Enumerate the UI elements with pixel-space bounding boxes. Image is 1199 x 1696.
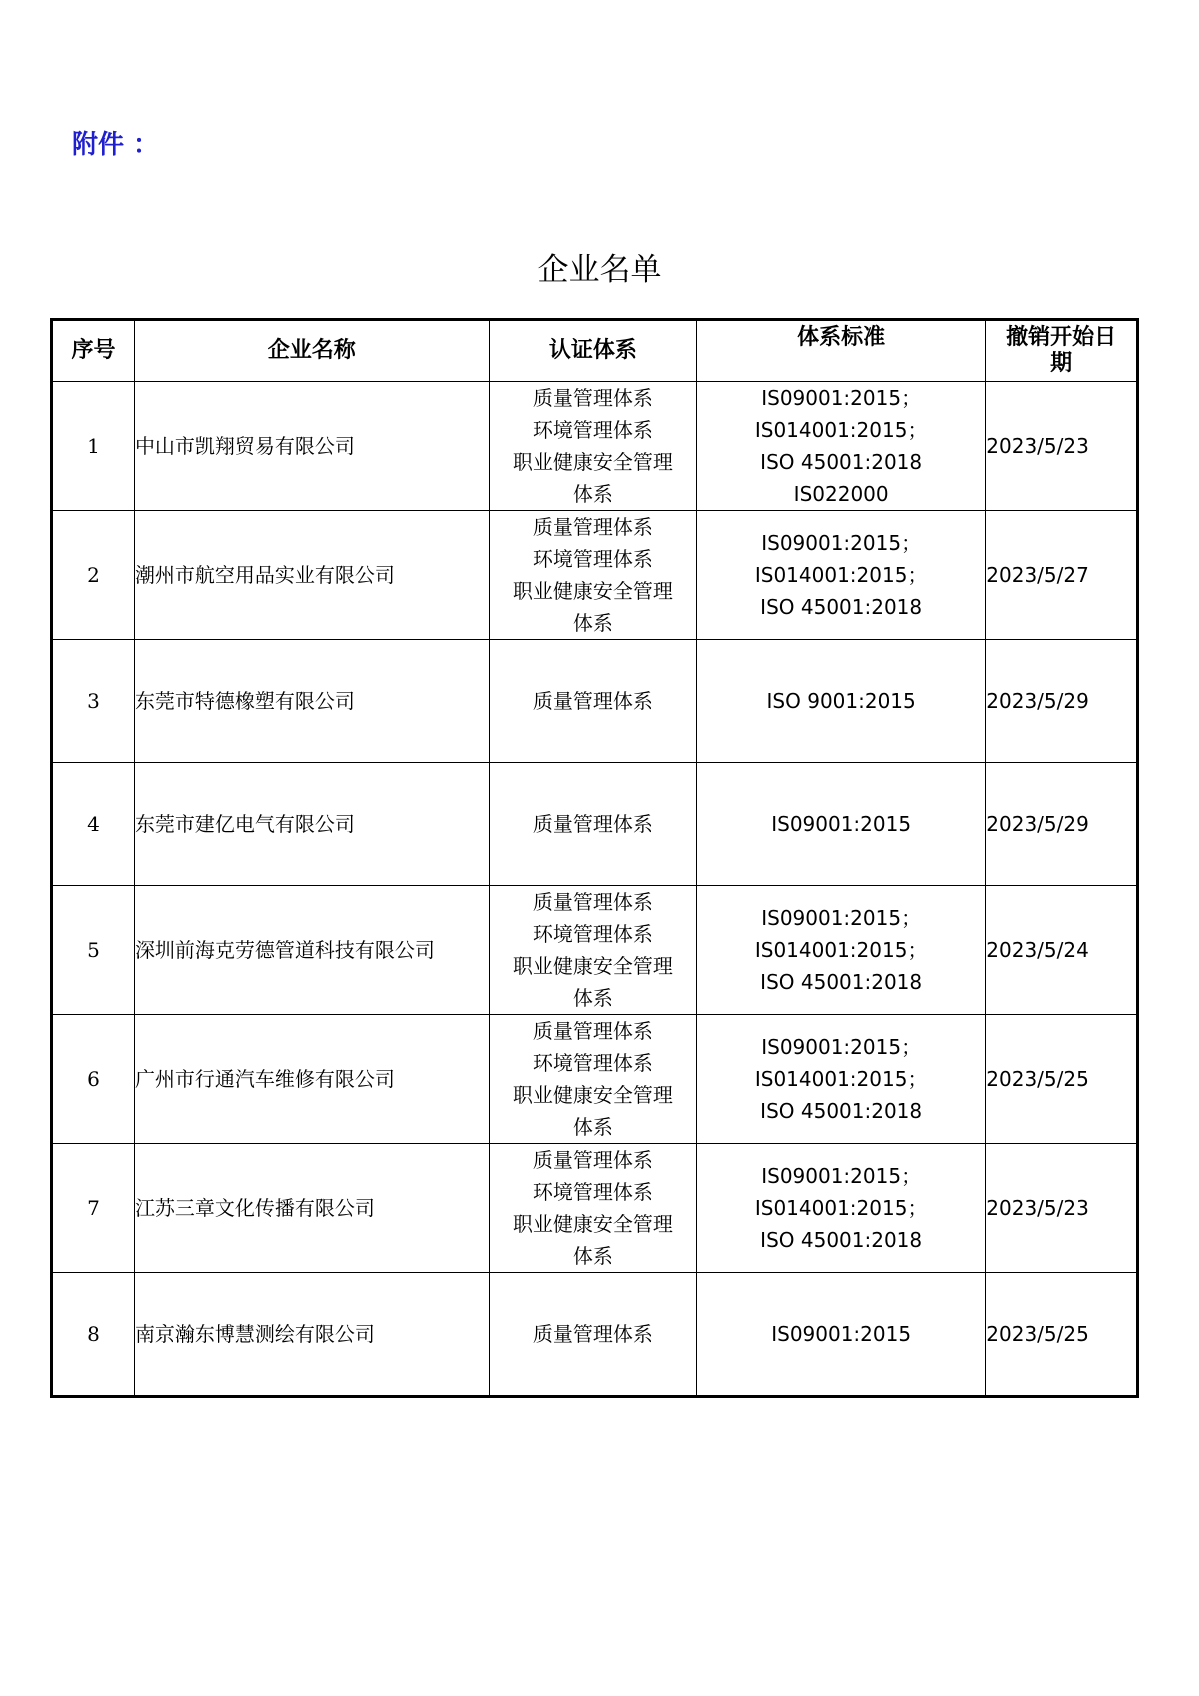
row-certification-systems (489, 1144, 696, 1273)
system-line: 职业健康安全管理 (512, 954, 673, 978)
table-row (52, 763, 1138, 886)
row-system-standards (697, 382, 986, 511)
row-certification-systems (489, 640, 696, 763)
row-seq: 5 (52, 886, 135, 1015)
row-revocation-date: 2023/5/23 (986, 1144, 1138, 1273)
row-certification-systems (489, 886, 696, 1015)
standard-line: ISO 45001:2018 (760, 595, 923, 619)
system-line: 体系 (572, 1115, 613, 1139)
system-line: 质量管理体系 (532, 890, 653, 914)
row-company-name: 东莞市建亿电气有限公司 (134, 763, 489, 886)
row-certification-systems (489, 382, 696, 511)
row-company-name: 深圳前海克劳德管道科技有限公司 (134, 886, 489, 1015)
row-certification-systems (489, 1273, 696, 1397)
system-line: 体系 (572, 611, 613, 635)
table-header-row (52, 320, 1138, 382)
system-line: 质量管理体系 (532, 386, 653, 410)
system-line: 职业健康安全管理 (512, 450, 673, 474)
row-revocation-date: 2023/5/29 (986, 763, 1138, 886)
system-line: 环境管理体系 (532, 1051, 653, 1075)
standard-line: IS09001:2015； (761, 1164, 922, 1188)
standard-line: IS014001:2015； (754, 938, 928, 962)
column-header-system-standard: 体系标准 (697, 320, 986, 382)
row-certification-systems (489, 763, 696, 886)
row-company-name: 南京瀚东博慧测绘有限公司 (134, 1273, 489, 1397)
row-revocation-date: 2023/5/29 (986, 640, 1138, 763)
row-revocation-date: 2023/5/25 (986, 1015, 1138, 1144)
row-seq: 8 (52, 1273, 135, 1397)
row-system-standards (697, 1015, 986, 1144)
standard-line: IS014001:2015； (754, 418, 928, 442)
system-line: 职业健康安全管理 (512, 579, 673, 603)
row-revocation-date: 2023/5/25 (986, 1273, 1138, 1397)
row-seq: 3 (52, 640, 135, 763)
table-row (52, 511, 1138, 640)
standard-line: IS09001:2015 (771, 812, 912, 836)
standard-line: ISO 45001:2018 (760, 1099, 923, 1123)
column-header-seq: 序号 (52, 320, 135, 382)
system-line: 质量管理体系 (532, 1019, 653, 1043)
system-line: 环境管理体系 (532, 418, 653, 442)
table-row (52, 1015, 1138, 1144)
row-seq: 4 (52, 763, 135, 886)
system-line: 质量管理体系 (532, 515, 653, 539)
system-line: 职业健康安全管理 (512, 1083, 673, 1107)
column-header-revocation-date (986, 320, 1138, 382)
system-line: 体系 (572, 986, 613, 1010)
row-company-name: 东莞市特德橡塑有限公司 (134, 640, 489, 763)
standard-line: IS09001:2015 (771, 1322, 912, 1346)
row-system-standards (697, 886, 986, 1015)
standard-line: IS014001:2015； (754, 1067, 928, 1091)
page-title: 企业名单 (537, 252, 662, 288)
row-seq: 2 (52, 511, 135, 640)
system-line: 体系 (572, 1244, 613, 1268)
system-line: 体系 (572, 482, 613, 506)
row-system-standards (697, 1273, 986, 1397)
attachment-label: 附件 ： (72, 130, 160, 160)
system-line: 环境管理体系 (532, 922, 653, 946)
standard-line: IS014001:2015； (754, 563, 928, 587)
row-company-name: 潮州市航空用品实业有限公司 (134, 511, 489, 640)
standard-line: ISO 45001:2018 (760, 450, 923, 474)
system-line: 质量管理体系 (532, 1322, 653, 1346)
system-line: 质量管理体系 (532, 1148, 653, 1172)
row-system-standards (697, 511, 986, 640)
row-seq: 6 (52, 1015, 135, 1144)
standard-line: ISO 45001:2018 (760, 970, 923, 994)
table-row (52, 1144, 1138, 1273)
standard-line: IS09001:2015； (761, 386, 922, 410)
standard-line: ISO 45001:2018 (760, 1228, 923, 1252)
standard-line: IS022000 (793, 482, 889, 506)
table-row (52, 886, 1138, 1015)
row-company-name: 中山市凯翔贸易有限公司 (134, 382, 489, 511)
column-header-certification-system: 认证体系 (489, 320, 696, 382)
revocation-date-header-text: 撤销开始日 期 (1006, 325, 1117, 376)
standard-line: IS014001:2015； (754, 1196, 928, 1220)
row-revocation-date: 2023/5/23 (986, 382, 1138, 511)
row-company-name: 广州市行通汽车维修有限公司 (134, 1015, 489, 1144)
system-line: 环境管理体系 (532, 547, 653, 571)
table-row (52, 640, 1138, 763)
row-seq: 1 (52, 382, 135, 511)
system-line: 质量管理体系 (532, 689, 653, 713)
row-system-standards (697, 640, 986, 763)
system-line: 环境管理体系 (532, 1180, 653, 1204)
row-certification-systems (489, 511, 696, 640)
row-certification-systems (489, 1015, 696, 1144)
column-header-company-name: 企业名称 (134, 320, 489, 382)
standard-line: IS09001:2015； (761, 906, 922, 930)
row-revocation-date: 2023/5/24 (986, 886, 1138, 1015)
row-system-standards (697, 1144, 986, 1273)
standard-line: IS09001:2015； (761, 1035, 922, 1059)
row-company-name: 江苏三章文化传播有限公司 (134, 1144, 489, 1273)
standard-line: ISO 9001:2015 (766, 689, 916, 713)
row-system-standards (697, 763, 986, 886)
system-line: 质量管理体系 (532, 812, 653, 836)
company-table (50, 318, 1139, 1398)
table-row (52, 382, 1138, 511)
table-row (52, 1273, 1138, 1397)
system-line: 职业健康安全管理 (512, 1212, 673, 1236)
row-seq: 7 (52, 1144, 135, 1273)
row-revocation-date: 2023/5/27 (986, 511, 1138, 640)
standard-line: IS09001:2015； (761, 531, 922, 555)
